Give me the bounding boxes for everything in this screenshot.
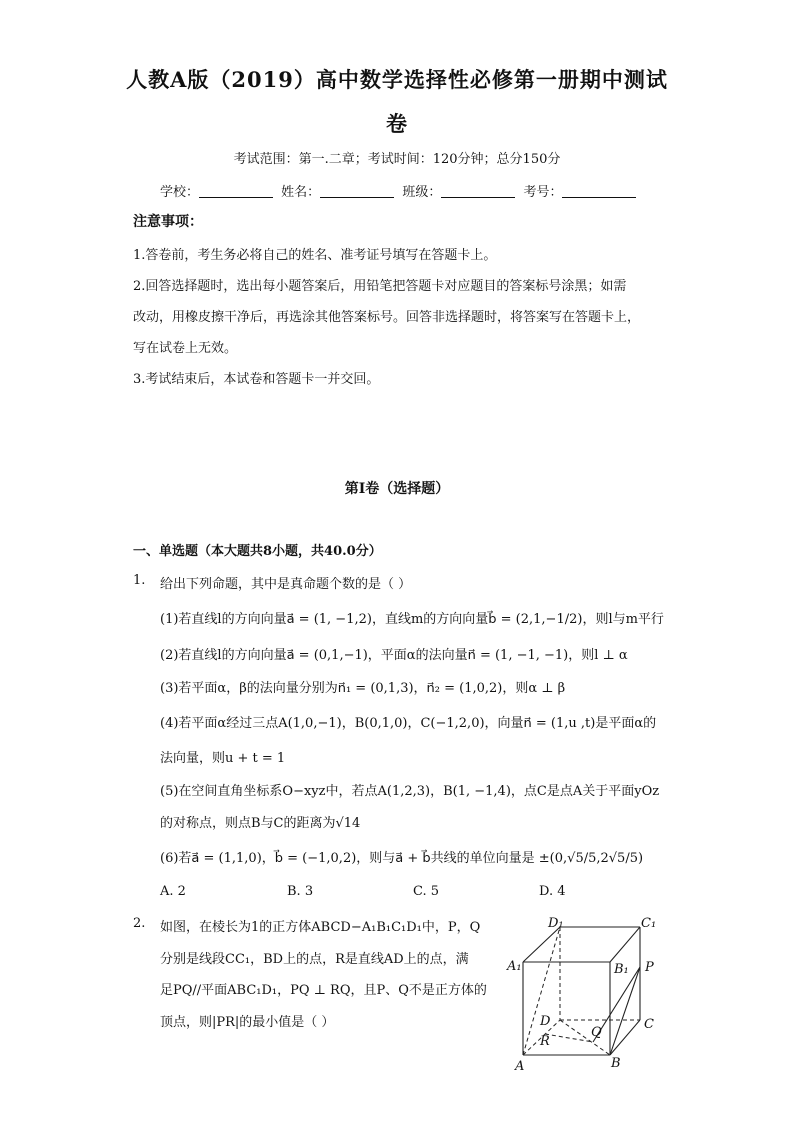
label-q: Q <box>591 1025 602 1040</box>
section-title: 第I卷（选择题） <box>344 481 450 497</box>
question-1-line: (6)若a⃗ = (1,1,0)，b⃗ = (−1,0,2)，则与a⃗ + b⃗共线的单位向量是 ±(0,√5/5,2√5/5) <box>160 851 644 866</box>
question-1-line: (1)若直线l的方向向量a⃗ = (1, −1,2)，直线m的方向向量b⃗ = (2,1,−1/2)，则l与m平行 <box>160 612 664 627</box>
label-r: R <box>540 1034 550 1049</box>
question-1-line: (5)在空间直角坐标系O−xyz中，若点A(1,2,3)，B(1, −1,4)，点C是点A关于平面yOz <box>160 784 660 799</box>
notice-heading: 注意事项： <box>133 214 203 230</box>
label-p: P <box>645 960 654 975</box>
exam-scope: 考试范围：第一.二章；考试时间：120分钟；总分150分 <box>233 152 561 167</box>
notice-item: 2.回答选择题时，选出每小题答案后，用铅笔把答题卡对应题目的答案标号涂黑；如需 <box>133 279 627 294</box>
label-b: B <box>611 1056 621 1071</box>
question-2-line: 如图，在棱长为1的正方体ABCD−A₁B₁C₁D₁中，P，Q <box>160 920 481 935</box>
label-a: A <box>515 1059 525 1074</box>
label-d1: D₁ <box>548 916 564 931</box>
exam-no-blank[interactable] <box>562 183 636 198</box>
cube-figure <box>505 915 670 1075</box>
label-b1: B₁ <box>614 962 629 977</box>
title-line-2: 卷 <box>386 111 408 136</box>
school-label: 学校： <box>160 185 200 200</box>
line-bp <box>610 967 640 1055</box>
name-label: 姓名： <box>281 185 321 200</box>
school-blank[interactable] <box>199 183 273 198</box>
notice-item: 3.考试结束后，本试卷和答题卡一并交回。 <box>133 372 380 387</box>
page-title <box>90 58 704 146</box>
question-1-line: (3)若平面α，β的法向量分别为n⃗₁ = (0,1,3)，n⃗₂ = (1,0,2)，则α ⊥ β <box>160 681 566 696</box>
question-1-number: 1. <box>133 573 146 588</box>
question-1-line: (4)若平面α经过三点A(1,0,−1)，B(0,1,0)，C(−1,2,0)，向量n⃗ = (1,u ,t)是平面α的 <box>160 716 657 731</box>
label-a1: A₁ <box>507 959 522 974</box>
question-2-number: 2. <box>133 916 146 931</box>
class-label: 班级： <box>402 185 442 200</box>
question-1-line: 法向量，则u + t = 1 <box>160 751 286 766</box>
notice-item: 改动，用橡皮擦干净后，再选涂其他答案标号。回答非选择题时，将答案写在答题卡上， <box>133 310 641 325</box>
option-c[interactable]: C. 5 <box>413 884 440 899</box>
question-1-stem: 给出下列命题，其中是真命题个数的是（ ） <box>160 577 412 592</box>
name-blank[interactable] <box>320 183 394 198</box>
label-c1: C₁ <box>641 916 657 931</box>
exam-no-label: 考号： <box>523 185 563 200</box>
notice-item: 写在试卷上无效。 <box>133 341 238 356</box>
label-c: C <box>644 1017 654 1032</box>
question-1-line: 的对称点，则点B与C的距离为√14 <box>160 816 361 831</box>
title-line-1: 人教A版（2019）高中数学选择性必修第一册期中测试 <box>126 67 668 92</box>
option-d[interactable]: D. 4 <box>539 884 566 899</box>
class-blank[interactable] <box>441 183 515 198</box>
edge-b1c1 <box>610 927 640 962</box>
student-info-fields <box>160 181 640 200</box>
question-1-line: (2)若直线l的方向向量a⃗ = (0,1,−1)，平面α的法向量n⃗ = (1, −1, −1)，则l ⊥ α <box>160 648 628 663</box>
option-b[interactable]: B. 3 <box>287 884 314 899</box>
question-2-line: 足PQ//平面ABC₁D₁，PQ ⊥ RQ，且P、Q不是正方体的 <box>160 983 487 998</box>
part-heading: 一、单选题（本大题共8小题，共40.0分） <box>133 544 382 559</box>
option-a[interactable]: A. 2 <box>160 884 186 899</box>
question-2-line: 顶点，则|PR|的最小值是（ ） <box>160 1015 335 1030</box>
question-2-line: 分别是线段CC₁，BD上的点，R是直线AD上的点，满 <box>160 952 469 967</box>
label-d: D <box>540 1014 551 1029</box>
edge-bc <box>610 1020 640 1055</box>
notice-item: 1.答卷前，考生务必将自己的姓名、准考证号填写在答题卡上。 <box>133 248 497 263</box>
